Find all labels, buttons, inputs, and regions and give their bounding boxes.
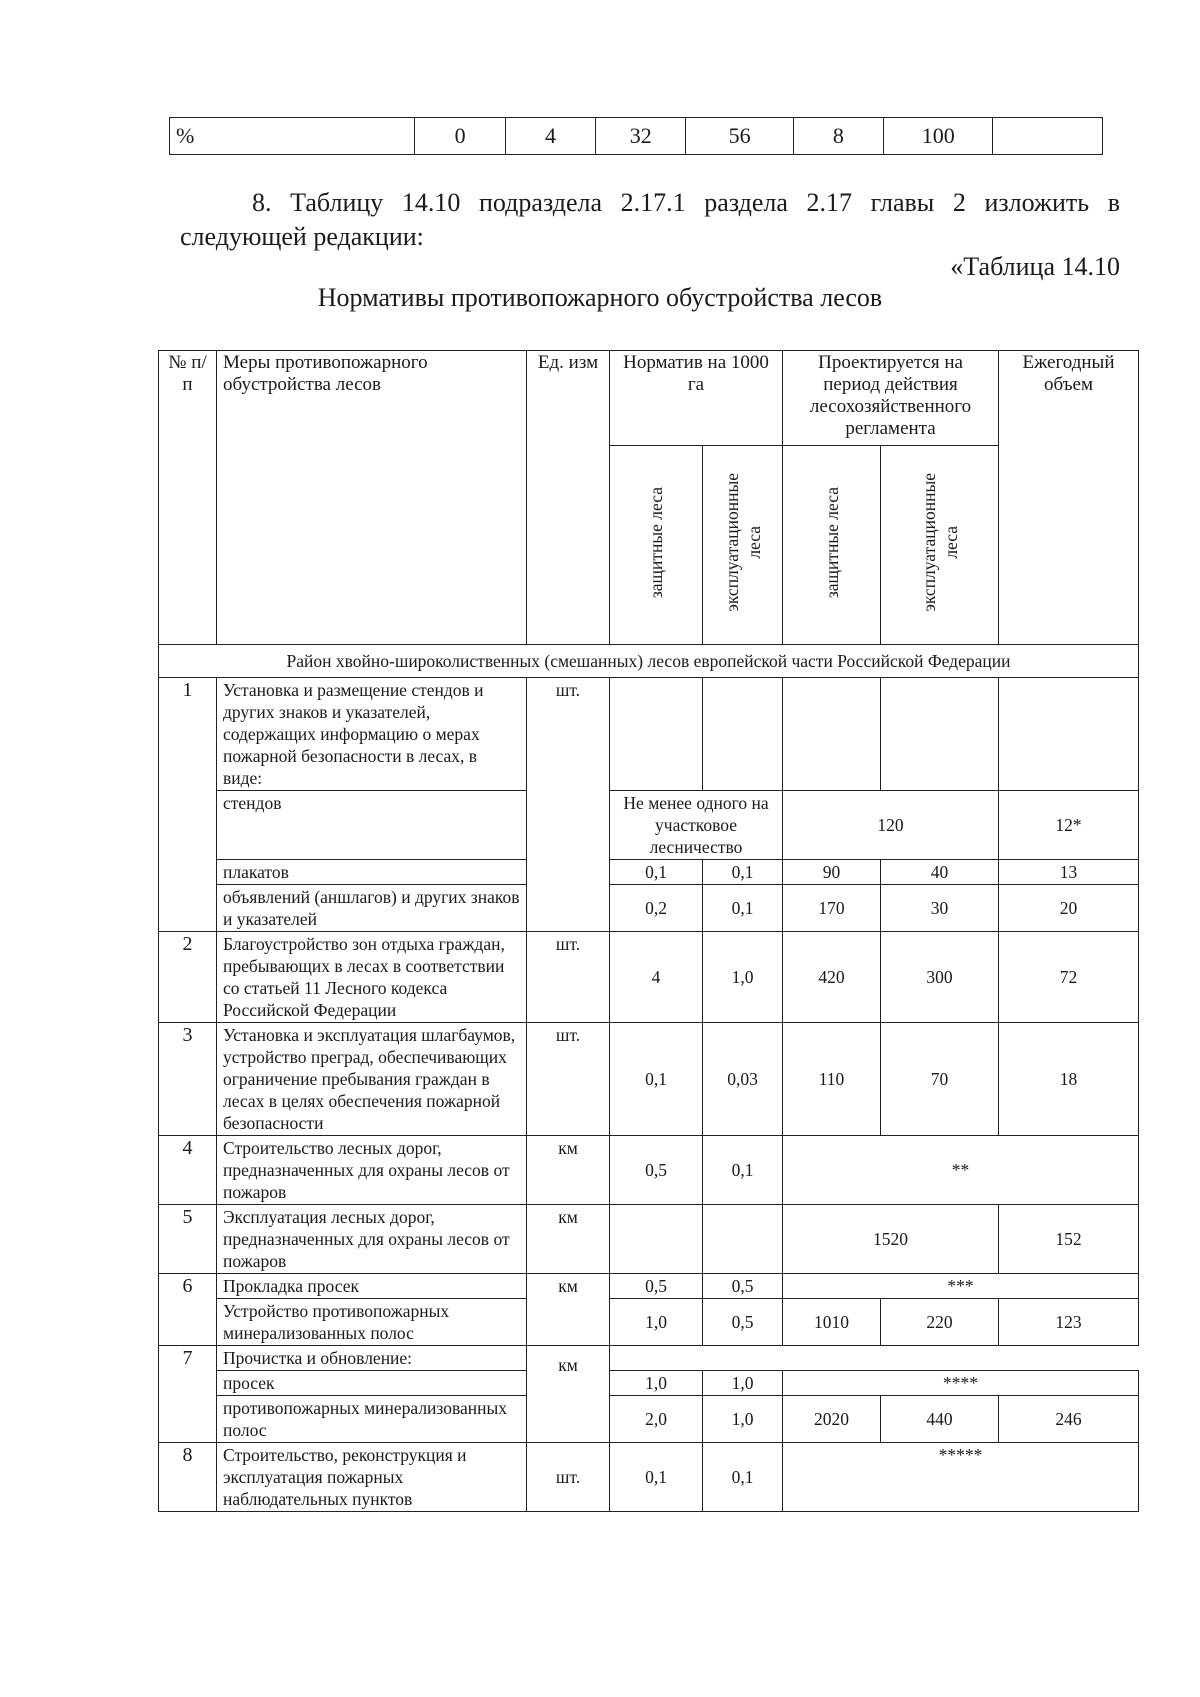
subheader-norm-protective xyxy=(610,446,703,645)
row-measure: Прокладка просек xyxy=(217,1274,527,1299)
norm-protective: 0,1 xyxy=(610,1443,703,1512)
amendment-paragraph-line1: 8. Таблицу 14.10 подраздела 2.17.1 раздела 2.17 главы 2 изложить в xyxy=(252,188,1120,217)
norm-protective: 1,0 xyxy=(610,1371,703,1396)
row-measure: Установка и эксплуатация шлагбаумов, устройство преград, обеспечивающих ограничение пребывания граждан в лесах в целях обеспечения пожарной безопасности xyxy=(217,1023,527,1136)
table-row xyxy=(159,1205,1139,1274)
table-cell xyxy=(999,678,1139,791)
table-title: Нормативы противопожарного обустройства лесов xyxy=(317,283,883,312)
table-row xyxy=(159,1136,1139,1205)
norm-exploitation: 0,5 xyxy=(703,1299,783,1346)
row-unit: км xyxy=(527,1205,610,1274)
proj-exploitation: 220 xyxy=(881,1299,999,1346)
annual-value: 123 xyxy=(999,1299,1139,1346)
table-cell xyxy=(610,1346,1139,1371)
header-unit: Ед. изм xyxy=(527,351,610,645)
projected-value: **** xyxy=(783,1371,1139,1396)
norm-protective: 0,5 xyxy=(610,1136,703,1205)
proj-protective: 2020 xyxy=(783,1396,881,1443)
row-measure: Строительство лесных дорог, предназначенных для охраны лесов от пожаров xyxy=(217,1136,527,1205)
norm-exploitation: 0,1 xyxy=(703,860,783,885)
row-measure: противопожарных минерализованных полос xyxy=(217,1396,527,1443)
subheader-label: эксплуатационные леса xyxy=(721,473,764,612)
row-measure: объявлений (аншлагов) и других знаков и указателей xyxy=(217,885,527,932)
norm-exploitation: 1,0 xyxy=(703,1371,783,1396)
table-cell xyxy=(610,1205,703,1274)
table-cell xyxy=(610,678,703,791)
subheader-norm-exploitation xyxy=(703,446,783,645)
table-cell xyxy=(703,678,783,791)
subheader-label: эксплуатационные леса xyxy=(918,473,961,612)
subheader-proj-exploitation xyxy=(881,446,999,645)
row-measure: просек xyxy=(217,1371,527,1396)
table-row xyxy=(159,1346,1139,1371)
table-caption: «Таблица 14.10 xyxy=(950,252,1120,281)
row-number: 6 xyxy=(159,1274,217,1346)
norm-protective: 0,2 xyxy=(610,885,703,932)
row-number: 5 xyxy=(159,1205,217,1274)
projected-value: 120 xyxy=(783,791,999,860)
proj-exploitation: 300 xyxy=(881,932,999,1023)
row-measure: стендов xyxy=(217,791,527,860)
row-measure: Прочистка и обновление: xyxy=(217,1346,527,1371)
annual-value: 246 xyxy=(999,1396,1139,1443)
table-cell xyxy=(783,678,881,791)
norm-exploitation: 1,0 xyxy=(703,932,783,1023)
norm-exploitation: 1,0 xyxy=(703,1396,783,1443)
fire-prevention-norms-table xyxy=(158,350,1139,1512)
table-cell: 4 xyxy=(505,118,595,155)
subheader-label: защитные леса xyxy=(821,486,842,599)
norm-protective: 2,0 xyxy=(610,1396,703,1443)
proj-protective: 90 xyxy=(783,860,881,885)
proj-protective: 110 xyxy=(783,1023,881,1136)
norm-exploitation: 0,1 xyxy=(703,1136,783,1205)
norm-protective: 0,1 xyxy=(610,1023,703,1136)
proj-exploitation: 70 xyxy=(881,1023,999,1136)
row-measure: Благоустройство зон отдыха граждан, пребывающих в лесах в соответствии со статьей 11 Лесного кодекса Российской Федерации xyxy=(217,932,527,1023)
norm-protective: 4 xyxy=(610,932,703,1023)
projected-value: ** xyxy=(783,1136,1139,1205)
table-header-row xyxy=(159,351,1139,446)
table-cell: 8 xyxy=(793,118,883,155)
table-cell: 32 xyxy=(596,118,686,155)
norm-exploitation: 0,1 xyxy=(703,1443,783,1512)
proj-exploitation: 30 xyxy=(881,885,999,932)
table-cell: % xyxy=(170,118,415,155)
table-row xyxy=(159,860,1139,885)
row-number: 4 xyxy=(159,1136,217,1205)
row-unit: км xyxy=(527,1136,610,1205)
projected-value: *** xyxy=(783,1274,1139,1299)
annual-value: 13 xyxy=(999,860,1139,885)
amendment-paragraph-line2: следующей редакции: xyxy=(180,222,424,251)
table-cell xyxy=(993,118,1103,155)
row-number: 2 xyxy=(159,932,217,1023)
row-number: 1 xyxy=(159,678,217,932)
table-row xyxy=(159,678,1139,791)
projected-value: ***** xyxy=(783,1443,1139,1512)
row-unit: км xyxy=(527,1346,610,1443)
table-cell: 56 xyxy=(686,118,793,155)
proj-exploitation: 40 xyxy=(881,860,999,885)
annual-value: 72 xyxy=(999,932,1139,1023)
row-unit: шт. xyxy=(527,678,610,932)
proj-protective: 170 xyxy=(783,885,881,932)
subheader-label: защитные леса xyxy=(646,486,666,599)
norm-protective: 0,5 xyxy=(610,1274,703,1299)
annual-value: 18 xyxy=(999,1023,1139,1136)
subheader-proj-protective xyxy=(783,446,881,645)
annual-value: 20 xyxy=(999,885,1139,932)
row-number: 3 xyxy=(159,1023,217,1136)
norm-protective: 1,0 xyxy=(610,1299,703,1346)
norm-value: Не менее одного на участковое лесничество xyxy=(610,791,783,860)
table-row xyxy=(159,885,1139,932)
table-row xyxy=(159,1396,1139,1443)
table-cell: 100 xyxy=(884,118,993,155)
annual-value: 12* xyxy=(999,791,1139,860)
row-measure: Эксплуатация лесных дорог, предназначенных для охраны лесов от пожаров xyxy=(217,1205,527,1274)
row-unit: шт. xyxy=(527,1023,610,1136)
table-row xyxy=(159,1299,1139,1346)
table-row xyxy=(159,1443,1139,1512)
header-norm: Норматив на 1000 га xyxy=(610,351,783,446)
table-row xyxy=(159,1371,1139,1396)
header-annual: Ежегодный объем xyxy=(999,351,1139,645)
table-row xyxy=(159,791,1139,860)
table-cell xyxy=(881,678,999,791)
norm-protective: 0,1 xyxy=(610,860,703,885)
proj-protective: 420 xyxy=(783,932,881,1023)
table-row xyxy=(159,932,1139,1023)
table-row xyxy=(170,118,1103,155)
norm-exploitation: 0,1 xyxy=(703,885,783,932)
table-cell: 0 xyxy=(415,118,505,155)
row-measure: Устройство противопожарных минерализованных полос xyxy=(217,1299,527,1346)
header-projected: Проектируется на период действия лесохозяйственного регламента xyxy=(783,351,999,446)
previous-table-percent-row xyxy=(169,117,1103,155)
row-measure: Установка и размещение стендов и других знаков и указателей, содержащих информацию о мерах пожарной безопасности в лесах, в виде: xyxy=(217,678,527,791)
table-cell xyxy=(703,1205,783,1274)
proj-exploitation: 440 xyxy=(881,1396,999,1443)
header-number: № п/п xyxy=(159,351,217,645)
row-unit: шт. xyxy=(527,1443,610,1512)
row-number: 8 xyxy=(159,1443,217,1512)
norm-exploitation: 0,5 xyxy=(703,1274,783,1299)
proj-protective: 1010 xyxy=(783,1299,881,1346)
header-measures: Меры противопожарного обустройства лесов xyxy=(217,351,527,645)
projected-value: 1520 xyxy=(783,1205,999,1274)
region-label: Район хвойно-широколиственных (смешанных) лесов европейской части Российской Федерации xyxy=(159,645,1139,678)
row-number: 7 xyxy=(159,1346,217,1443)
table-row xyxy=(159,1274,1139,1299)
annual-value: 152 xyxy=(999,1205,1139,1274)
row-unit: шт. xyxy=(527,932,610,1023)
row-measure: плакатов xyxy=(217,860,527,885)
region-row xyxy=(159,645,1139,678)
norm-exploitation: 0,03 xyxy=(703,1023,783,1136)
table-row xyxy=(159,1023,1139,1136)
row-unit: км xyxy=(527,1274,610,1346)
row-measure: Строительство, реконструкция и эксплуатация пожарных наблюдательных пунктов xyxy=(217,1443,527,1512)
